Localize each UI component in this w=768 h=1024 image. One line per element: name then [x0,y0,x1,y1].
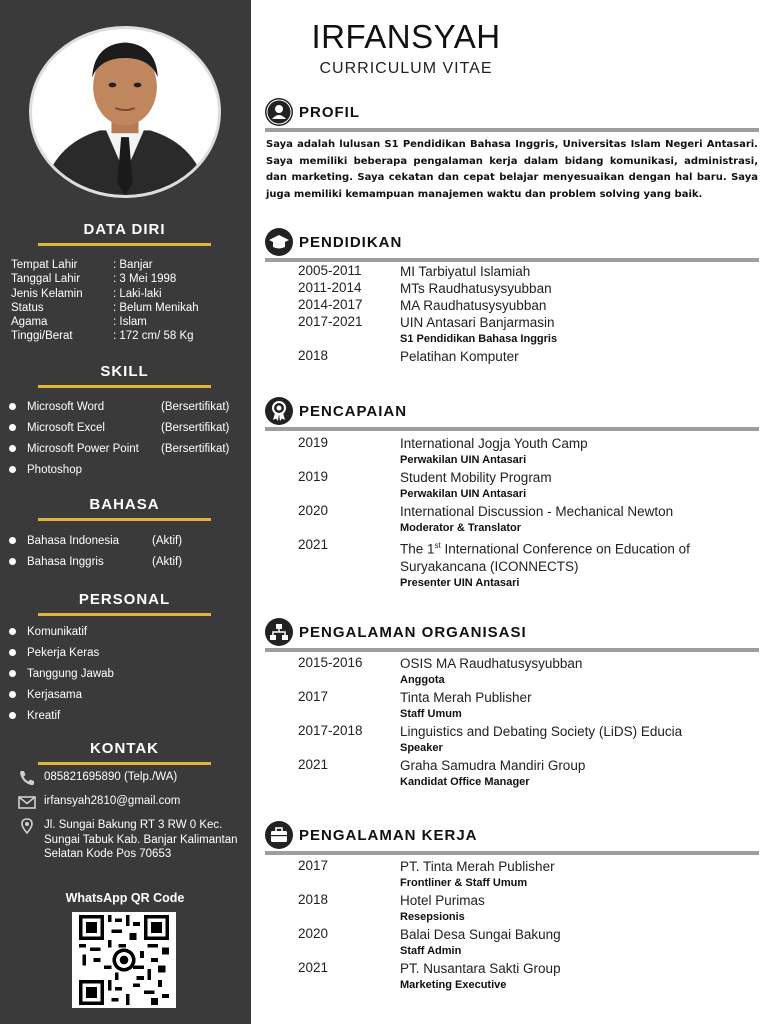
entry-subtitle: Perwakilan UIN Antasari [400,454,527,466]
kontak-heading: KONTAK [38,740,211,765]
section-title: PENDIDIKAN [299,234,403,251]
entry-year: 2011-2014 [298,280,362,295]
entry-year: 2020 [298,926,329,941]
entry-title: MTs Raudhatusysyubban [400,281,552,296]
skill-list [9,396,229,480]
entry-subtitle: Perwakilan UIN Antasari [400,488,527,500]
entry-title: Balai Desa Sungai Bakung [400,927,561,942]
language-item [9,530,182,551]
personal-item [9,705,114,726]
skill-note: (Bersertifikat) [161,442,230,455]
personal-item [9,621,114,642]
section-header-kerja [265,821,759,855]
entry-year: 2017-2021 [298,314,363,329]
personal-item [9,684,114,705]
work-entry [298,858,760,892]
postal-address: Jl. Sungai Bakung RT 3 RW 0 Kec. Sungai Tabuk Kab. Banjar Kalimantan Selatan Kode Pos 70653 [44,819,238,860]
personal-trait: Tanggung Jawab [27,667,114,680]
sidebar [0,0,251,1024]
language-level: (Aktif) [152,534,183,547]
section-title: PENCAPAIAN [299,403,408,420]
entry-year: 2017-2018 [298,723,363,738]
bullet-icon [9,712,16,719]
section-header-organisasi [265,618,759,652]
organization-entry [298,689,760,723]
entry-title: Pelatihan Komputer [400,349,519,364]
entry-subtitle: Moderator & Translator [400,522,522,534]
candidate-name: IRFANSYAH [311,18,501,55]
profile-paragraph: Saya adalah lulusan S1 Pendidikan Bahasa Inggris, Universitas Islam Negeri Antasari. Saya memiliki beberapa pengalaman kerja dalam bidang komunikasi, administrasi, dan marketing. Saya cekatan dan cepat belajar menyesuaikan dengan hal baru. Saya juga memiliki kemampuan manajemen waktu dan problem solving yang baik. [266,139,758,200]
entry-title: Hotel Purimas [400,893,485,908]
data-value: : 3 Mei 1998 [113,273,177,286]
data-label: Status [11,301,44,314]
entry-year: 2005-2011 [298,263,362,278]
entry-year: 2019 [298,469,329,484]
data-value: : Laki-laki [113,287,162,300]
contact-phone[interactable] [18,770,244,786]
data-label: Jenis Kelamin [11,287,83,300]
phone-number: 085821695890 (Telp./WA) [44,771,178,783]
work-entry [298,892,760,926]
section-divider [265,851,759,855]
bullet-icon [9,691,16,698]
section-divider [265,258,759,262]
bullet-icon [9,670,16,677]
section-divider [265,427,759,431]
organization-entry [298,655,760,689]
entry-subtitle: Frontliner & Staff Umum [400,877,528,889]
data-value: : Banjar [113,259,153,271]
personal-list [9,621,114,726]
data-row [11,315,199,329]
organization-entry [298,723,760,757]
bullet-icon [9,628,16,635]
entry-subtitle: Resepsionis [400,911,465,923]
email-address: irfansyah2810@gmail.com [44,795,181,807]
title-superscript: st [434,541,441,550]
portrait-illustration [32,29,218,195]
section-title: PENGALAMAN ORGANISASI [299,624,527,641]
bullet-icon [9,558,16,565]
skill-name: Microsoft Word [27,400,105,413]
language-item [9,551,182,572]
personal-item [9,663,114,684]
document-subtitle: CURRICULUM VITAE [319,60,493,77]
phone-icon [18,770,36,786]
contact-address [18,818,244,862]
entry-year: 2018 [298,892,329,907]
entry-title: Student Mobility Program [400,470,552,485]
bullet-icon [9,466,16,473]
language-name: Bahasa Indonesia [27,534,120,547]
data-diri-heading: DATA DIRI [38,221,211,246]
bullet-icon [9,403,16,410]
entry-year: 2021 [298,757,329,772]
skill-name: Photoshop [27,463,82,476]
language-name: Bahasa Inggris [27,555,104,568]
section-divider [265,128,759,132]
achievement-entry [298,469,760,503]
education-entry [298,314,760,348]
data-row [11,329,199,343]
data-row [11,287,199,301]
data-row [11,301,199,315]
section-title: PROFIL [299,104,360,121]
entry-subtitle: Staff Admin [400,945,462,957]
entry-year: 2021 [298,537,329,552]
language-level: (Aktif) [152,555,183,568]
entry-title: Linguistics and Debating Society (LiDS) Educia [400,724,683,739]
data-label: Agama [11,316,48,329]
personal-item [9,642,114,663]
work-entry [298,960,760,994]
entry-title: International Discussion - Mechanical Newton [400,504,674,519]
language-list [9,530,182,572]
personal-trait: Kerjasama [27,688,82,701]
skill-name: Microsoft Excel [27,421,105,434]
data-label: Tanggal Lahir [11,273,81,286]
achievement-list [298,435,760,592]
contact-list [18,770,244,870]
section-header-pendidikan [265,228,759,262]
work-list [298,858,760,994]
entry-year: 2020 [298,503,329,518]
organization-entry [298,757,760,791]
entry-title: PT. Nusantara Sakti Group [400,961,561,976]
location-pin-icon [18,818,36,834]
entry-subtitle: Staff Umum [400,708,462,720]
data-value: : Belum Menikah [113,301,199,314]
personal-trait: Kreatif [27,709,61,722]
skill-note: (Bersertifikat) [161,400,230,413]
qr-code-icon [75,915,173,1005]
title-suffix: International Conference on Education of Suryakancana (ICONNECTS) [400,541,690,574]
skill-name: Microsoft Power Point [27,442,139,455]
entry-title: MI Tarbiyatul Islamiah [400,264,531,279]
entry-subtitle: Kandidat Office Manager [400,776,530,788]
entry-title: Graha Samudra Mandiri Group [400,758,586,773]
graduation-cap-icon [265,228,293,256]
whatsapp-qr-code[interactable] [72,912,176,1008]
section-title: PENGALAMAN KERJA [299,827,478,844]
entry-year: 2017 [298,689,329,704]
entry-year: 2021 [298,960,329,975]
education-entry [298,348,760,365]
skill-heading: SKILL [38,363,211,388]
entry-subtitle: Presenter UIN Antasari [400,576,520,589]
bullet-icon [9,649,16,656]
entry-title: UIN Antasari Banjarmasin [400,315,555,330]
profile-photo [29,26,221,198]
section-header-pencapaian [265,397,759,431]
entry-subtitle: Marketing Executive [400,979,507,991]
entry-title: MA Raudhatusysyubban [400,298,547,313]
data-row [11,272,199,286]
award-icon [265,397,293,425]
achievement-entry [298,435,760,469]
data-row [11,258,199,272]
bullet-icon [9,537,16,544]
education-entry [298,297,760,314]
skill-item [9,396,229,417]
entry-year: 2015-2016 [298,655,363,670]
entry-title: PT. Tinta Merah Publisher [400,859,555,874]
section-divider [265,648,759,652]
achievement-entry [298,503,760,537]
entry-title [400,537,760,575]
data-label: Tinggi/Berat [11,330,73,343]
organization-list [298,655,760,791]
bahasa-heading: BAHASA [38,496,211,521]
skill-note: (Bersertifikat) [161,421,230,434]
personal-data-table [11,258,199,344]
personal-trait: Komunikatif [27,625,88,638]
entry-year: 2019 [298,435,329,450]
entry-year: 2014-2017 [298,297,363,312]
entry-title: Tinta Merah Publisher [400,690,532,705]
entry-title: International Jogja Youth Camp [400,436,588,451]
education-entry [298,280,760,297]
personal-trait: Pekerja Keras [27,646,100,659]
title-prefix: The 1 [400,541,435,557]
organization-icon [265,618,293,646]
work-entry [298,926,760,960]
contact-email[interactable] [18,794,244,810]
data-label: Tempat Lahir [11,259,78,271]
data-value: : Islam [113,316,147,329]
education-list [298,263,760,365]
entry-subtitle: Anggota [400,674,445,686]
entry-title: OSIS MA Raudhatusysyubban [400,656,583,671]
personal-heading: PERSONAL [38,591,211,616]
education-entry [298,263,760,280]
data-value: : 172 cm/ 58 Kg [113,330,194,343]
entry-year: 2018 [298,348,329,363]
skill-item [9,438,229,459]
achievement-entry [298,537,760,592]
section-header-profil [265,98,759,132]
mail-icon [18,794,36,810]
entry-subtitle: Speaker [400,742,443,754]
bullet-icon [9,424,16,431]
entry-year: 2017 [298,858,329,873]
bullet-icon [9,445,16,452]
briefcase-icon [265,821,293,849]
skill-item [9,459,229,480]
entry-subtitle: S1 Pendidikan Bahasa Inggris [400,333,558,345]
qr-title: WhatsApp QR Code [65,891,185,905]
skill-item [9,417,229,438]
user-icon [265,98,293,126]
